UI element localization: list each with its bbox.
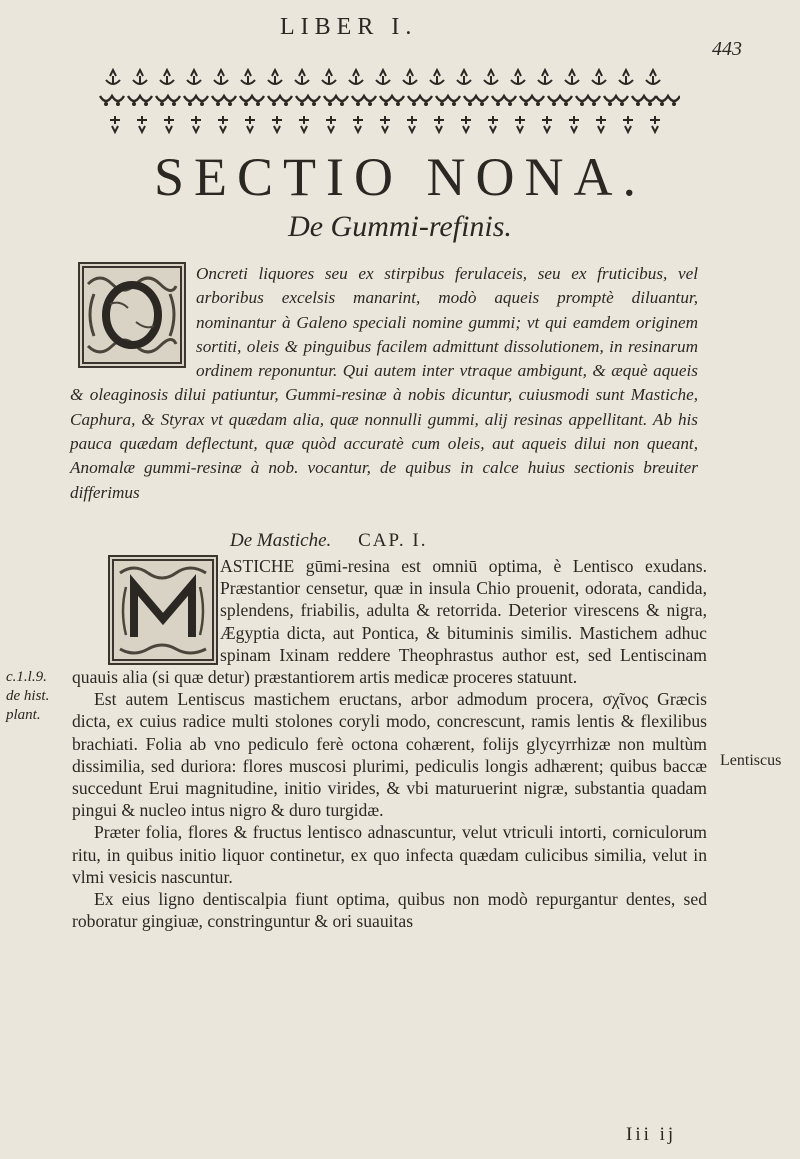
body-paragraph: ASTICHE gūmi-resina est omniū optima, è Lentisco exudans. Præstantior censetur, quæ in insula Chio prouenit, odorata, candida, splendens, friabilis, adulta & retorrida. Deterior virescens & nigra, Ægyptia dicta, aut Pontica, & bituminis similis. Mastichem adhuc spinam Ixinam reddere Theophrastus author est, sed Lentiscinam quauis alia (si quæ detur) præstantiorem artis medicæ proceres statuunt. bbox=[72, 556, 707, 688]
ornament-band bbox=[80, 68, 680, 140]
marginal-line: plant. bbox=[6, 707, 41, 723]
body-paragraph: Ex eius ligno dentiscalpia fiunt optima, quibus non modò repurgantur dentes, sed roboratur gingiuæ, constringuntur & ori suauitas bbox=[72, 889, 707, 932]
chapter-heading bbox=[230, 530, 610, 552]
signature-mark: Iii ij bbox=[626, 1124, 677, 1145]
body-paragraph: Præter folia, flores & fructus lentisco adnascuntur, velut vtriculi intorti, corniculorum ritu, in quibus initio liquor continetur, ex quo infecta quædam culicibus similia, velut in vlmi vesicis nascuntur. bbox=[72, 822, 707, 887]
marginal-note-left bbox=[6, 668, 56, 725]
chapter-number: CAP. I. bbox=[358, 530, 428, 551]
page-number: 443 bbox=[712, 38, 742, 60]
running-head: LIBER I. bbox=[280, 14, 418, 40]
section-subtitle: De Gummi-refinis. bbox=[288, 210, 512, 243]
chapter-body bbox=[72, 555, 707, 932]
section-title: SECTIO NONA. bbox=[154, 147, 646, 207]
intro-paragraph bbox=[70, 262, 698, 505]
chapter-title: De Mastiche. bbox=[230, 530, 332, 551]
body-paragraph: Est autem Lentiscus mastichem eructans, arbor admodum procera, σχῖνος Græcis dicta, ex cuius radice multi stolones coryli modo, concrescunt, ramis lentis & flexilibus brachiati. Folia ab vno pediculo ferè octona cohærent, folijs glycyrrhizæ non multùm dissimilia, sed duriora: flores muscosi plurimi, pediculis longis adhærent; quibus baccæ succedunt Erui magnitudine, initio virides, & vbi maturuerint nigræ, substantia quadam pingui & nucleo intus nigro & duro turgidæ. bbox=[72, 689, 707, 821]
marginal-line: de hist. bbox=[6, 688, 50, 704]
marginal-line: c.1.l.9. bbox=[6, 669, 47, 685]
intro-text: Oncreti liquores seu ex stirpibus ferulaceis, seu ex fruticibus, vel arboribus excelsis manarint, modò aqueis promptè diluantur, nominantur à Galeno speciali nomine gummi; vt qui eamdem originem sortiti, oleis & pinguibus facilem admittunt dissolutionem, in resinarum ordinem reponuntur. Qui autem inter vtraque ambigunt, & æquè aqueis & oleaginosis dilui patiuntur, Gummi-resinæ à nobis dicuntur, cuiusmodi sunt Mastiche, Caphura, & Styrax vt quædam alia, quæ nonnulli gummi, alij resinas appellitant. Ab his pauca quædam deflectunt, quæ quòd accuratè cum oleis, aut aqueis dilui non queant, Anomalæ gummi-resinæ à nob. vocantur, de quibus in calce huius sectionis breuiter differimus bbox=[70, 264, 698, 502]
marginal-note-right: Lentiscus bbox=[720, 752, 782, 769]
